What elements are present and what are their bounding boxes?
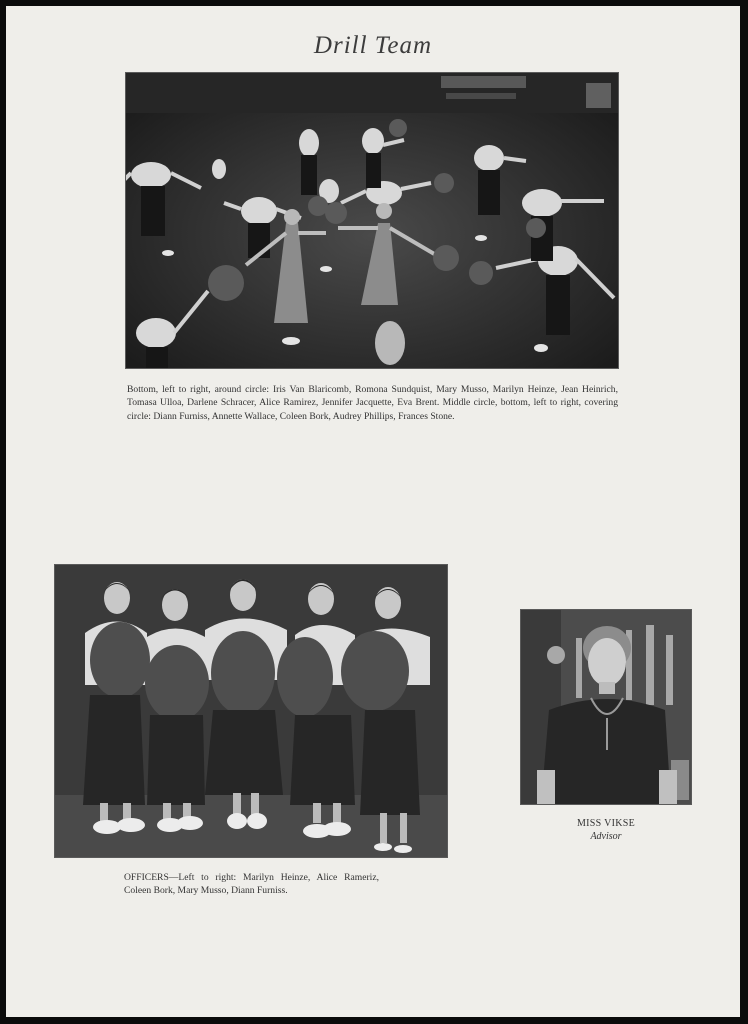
drill-team-formation-photo [126, 73, 618, 368]
advisor-name: MISS VIKSE [576, 818, 636, 829]
officers-photo [55, 565, 447, 857]
yearbook-page [6, 6, 740, 1017]
advisor-image [521, 610, 691, 804]
drill-team-formation-image [126, 73, 618, 368]
advisor-photo [521, 610, 691, 804]
officers-image [55, 565, 447, 857]
advisor-role: Advisor [590, 831, 622, 842]
page-title: Drill Team [313, 32, 433, 59]
drill-team-formation-caption: Bottom, left to right, around circle: Iris Van Blaricomb, Romona Sundquist, Mary Musso, Marilyn Heinze, Jean Heinrich, Tomasa Ulloa, Darlene Schracer, Alice Ramirez, Jennifer Jacquette, Eva Brent. Middle circle, bottom, left to right, covering circle: Diann Furniss, Annette Wallace, Coleen Bork, Audrey Phillips, Frances Stone. [127, 384, 618, 422]
officers-caption: OFFICERS—Left to right: Marilyn Heinze, Alice Rameriz, Coleen Bork, Mary Musso, Diann Furniss. [124, 872, 379, 897]
